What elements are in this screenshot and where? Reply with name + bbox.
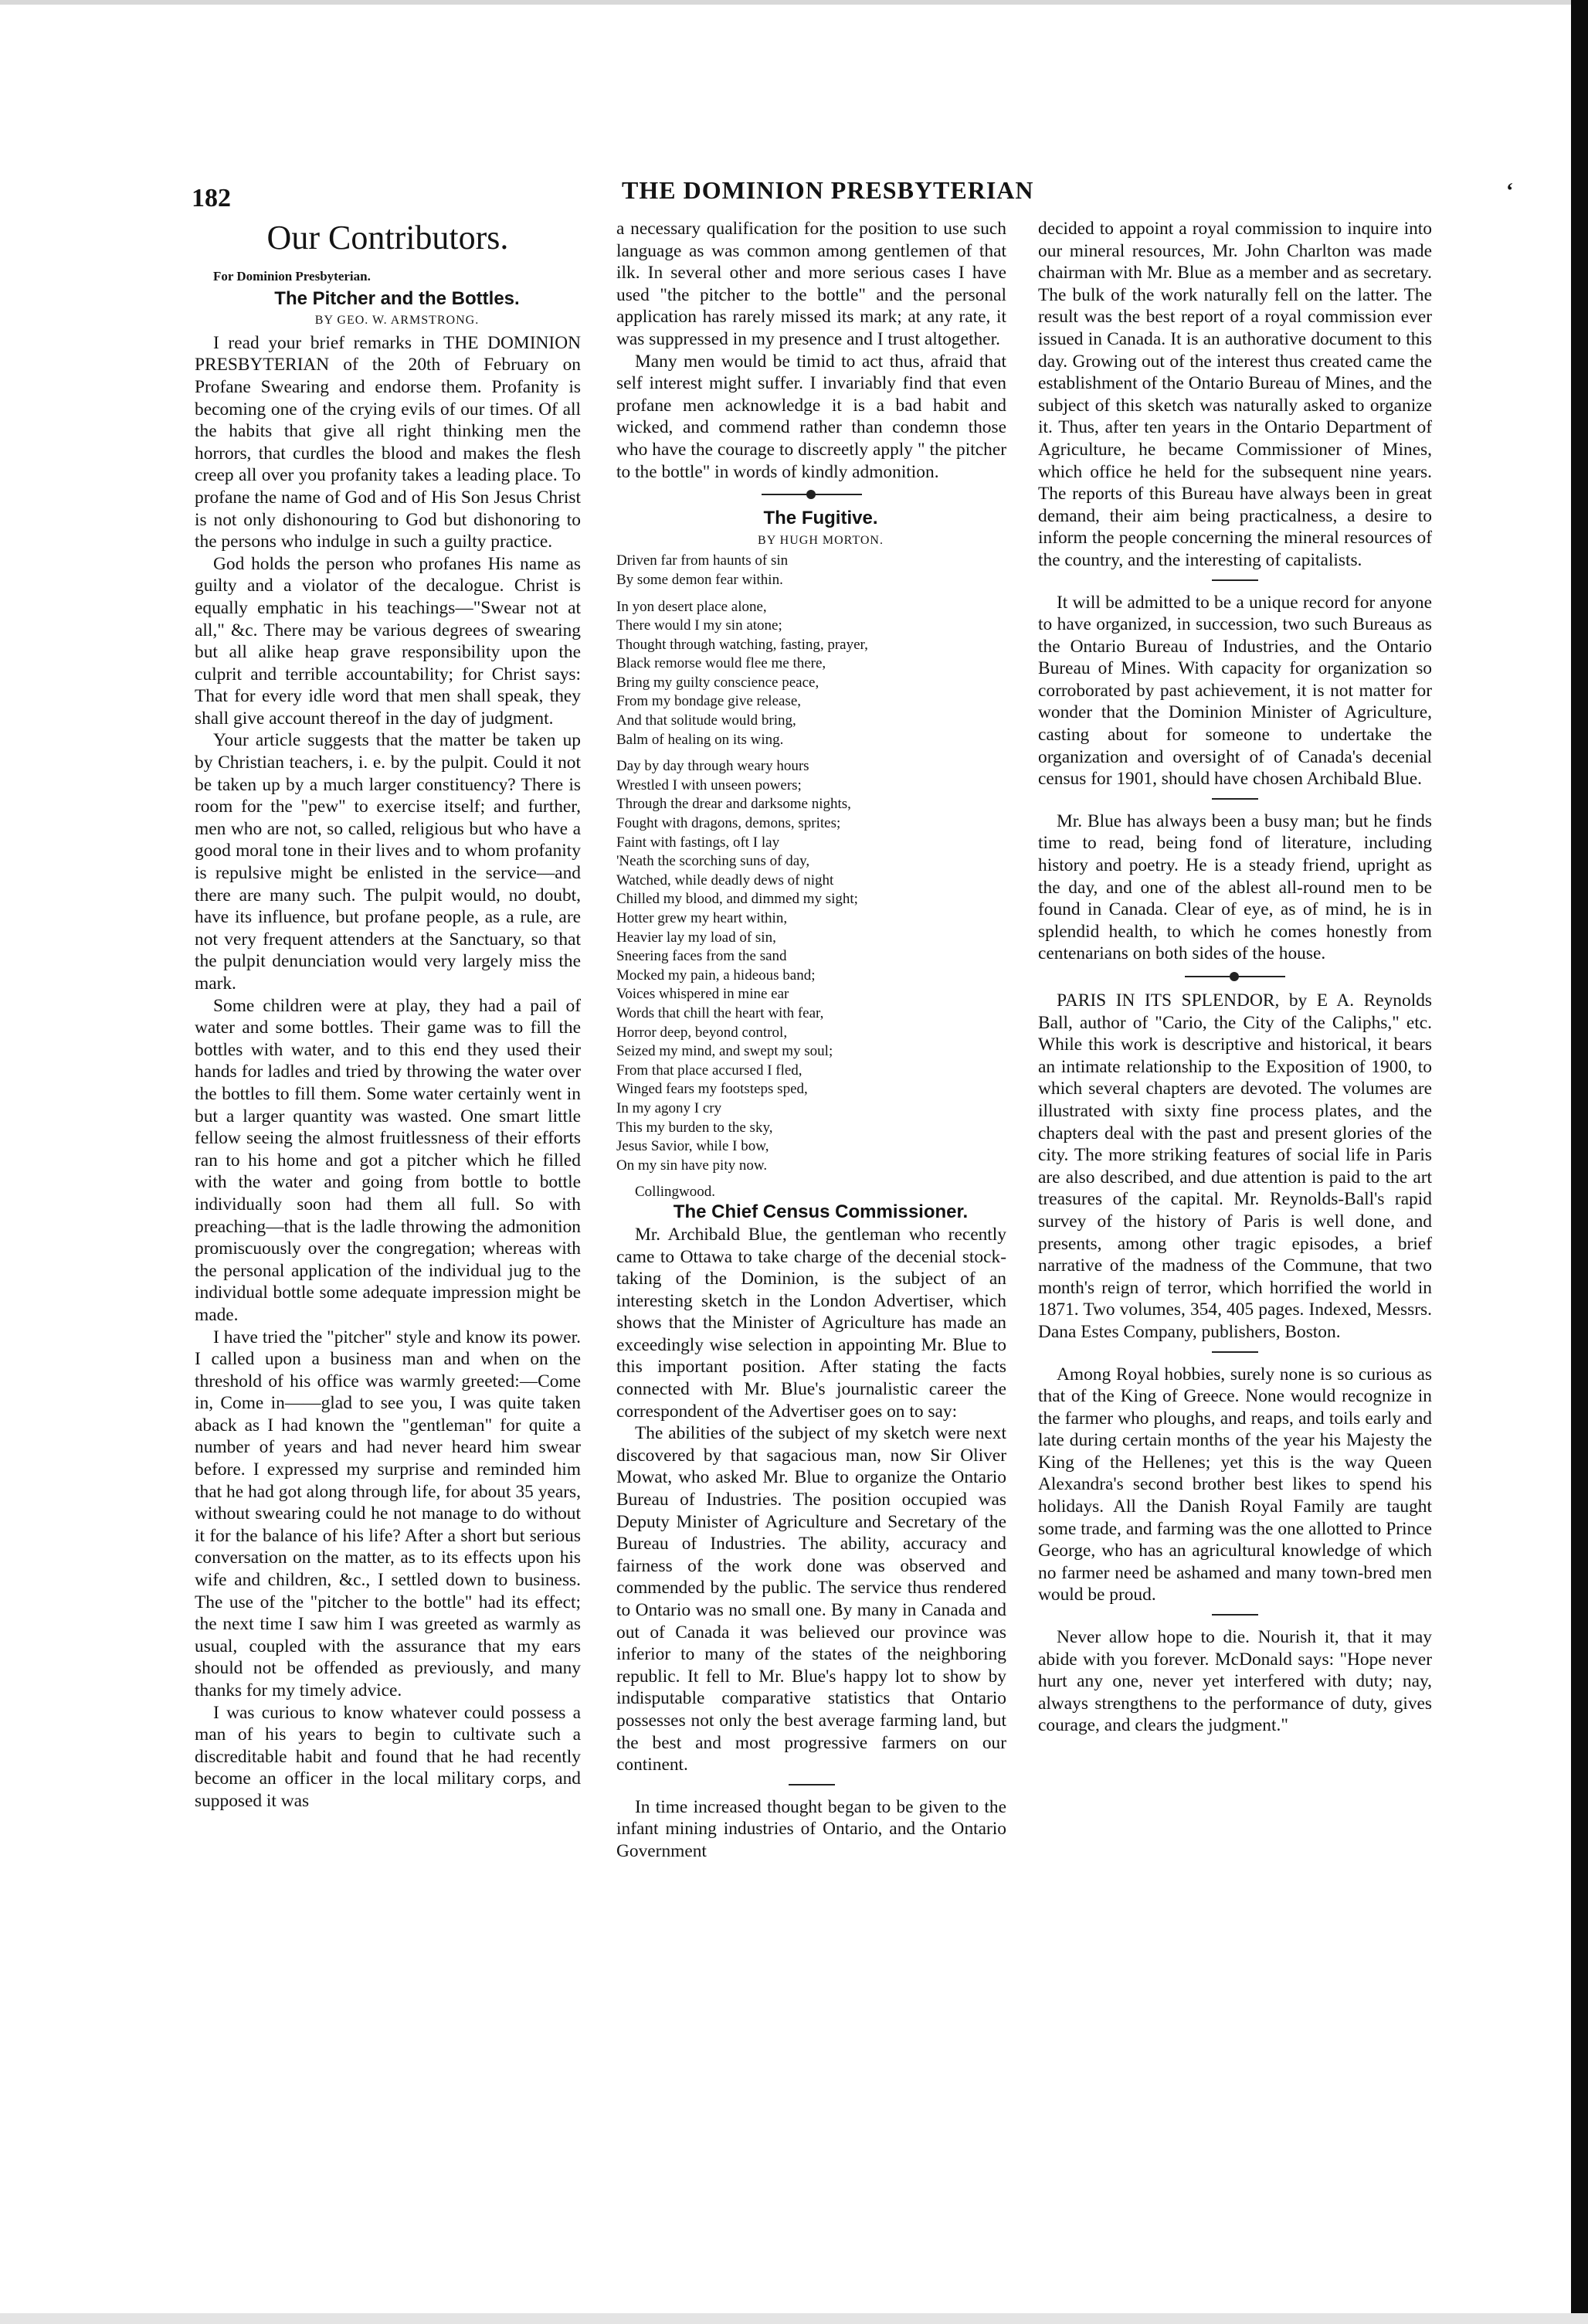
scan-edge-top <box>0 0 1588 5</box>
poem-line: Bring my guilty conscience peace, <box>616 674 819 691</box>
paragraph: Never allow hope to die. Nourish it, that it may abide with you forever. McDonald says: "Hope never hurt any one, never yet interfered with duty; nay, always strengthens to the performance of duty, gives courage, and clears the judgment." <box>1038 1627 1432 1736</box>
poem-line: 'Neath the scorching suns of day, <box>616 853 810 870</box>
poem-line: And that solitude would bring, <box>616 712 796 729</box>
paragraph: Mr. Blue has always been a busy man; but he finds time to read, being fond of literature, including history and poetry. He is a steady friend, upright as the day, and one of the ablest all-round men to be found in Canada. Clear of eye, as of mind, he is in splendid health, to which he comes honestly from centenarians on both sides of the house. <box>1038 810 1432 964</box>
poem-line: Horror deep, beyond control, <box>616 1024 788 1041</box>
poem-stanza <box>616 757 1006 1175</box>
scan-edge-right <box>1571 0 1588 2324</box>
poem-byline: BY HUGH MORTON. <box>758 533 884 547</box>
poem-line: On my sin have pity now. <box>616 1157 768 1174</box>
poem-line: Jesus Savior, while I bow, <box>616 1138 769 1155</box>
short-rule <box>1212 1351 1258 1353</box>
paragraph: I was curious to know whatever could possess a man of his years to begin to cultivate such a discreditable habit and found that he had recently become an officer in the local military corps, and supposed it was <box>195 1702 581 1811</box>
paragraph: a necessary qualification for the position to use such language as was common among gentlemen of that ilk. In several other and more serious cases I have used "the pitcher to the bottle" and the personal application has rarely missed its mark; at any rate, it was suppressed in my presence and I trust altogether. <box>616 219 1006 349</box>
paragraph: In time increased thought began to be given to the infant mining industries of Ontario, and the Ontario Government <box>616 1796 1006 1861</box>
ornamental-divider <box>762 494 862 495</box>
paragraph: decided to appoint a royal commission to inquire into our mineral resources, Mr. John Charlton was made chairman with Mr. Blue as a member and as secretary. The bulk of the work naturally fell on the latter. The result was the best report of a royal commission ever issued in Canada. It is an authorative document to this day. Growing out of the interest thus created came the establishment of the Ontario Bureau of Mines, and the subject of this sketch was naturally asked to organize it. Thus, after ten years in the Ontario Department of Agriculture, he became Commissioner of Mines, which office he held for the subsequent nine years. The reports of this Bureau have always been in great demand, their aim being practicalness, a desire to inform the people concerning the mineral resources of the country, and the interesting of capitalists. <box>1038 219 1432 570</box>
poem-line: Words that chill the heart with fear, <box>616 1004 824 1021</box>
column-2 <box>616 218 1006 1863</box>
poem <box>616 552 1006 1175</box>
poem-place: Collingwood. <box>635 1184 715 1201</box>
paragraph: The abilities of the subject of my sketch were next discovered by that sagacious man, now Sir Oliver Mowat, who asked Mr. Blue to organize the Ontario Bureau of Industries. The position occupied was Deputy Minister of Agriculture and Secretary of the Bureau of Industries. The ability, accuracy and fairness of the work done was observed and commended by the public. The service thus rendered to Ontario was no small one. By many in Canada and out of Canada it was believed our province was inferior to many of the states of the neighboring republic. It fell to Mr. Blue's happy lot to show by indisputable comparative statistics that Ontario possesses not only the best average farming land, but the best and most progressive farmers on our continent. <box>616 1423 1006 1775</box>
paragraph: God holds the person who profanes His name as guilty and a violator of the decalogue. Christ is equally emphatic in his teachings—"Swear not at all," &c. There may be various degrees of swearing but all alike heap grave responsibility upon the culprit and terrible accountability; for Christ says: That for every idle word that men shall speak, they shall give account thereof in the day of judgment. <box>195 553 581 729</box>
poem-line: Hotter grew my heart within, <box>616 910 788 926</box>
poem-line: Faint with fastings, oft I lay <box>616 834 780 851</box>
poem-line: Sneering faces from the sand <box>616 948 787 965</box>
poem-line: From that place accursed I fled, <box>616 1062 802 1079</box>
divider-dot <box>1230 972 1239 981</box>
poem-stanza <box>616 552 1006 589</box>
poem-line: By some demon fear within. <box>616 571 783 588</box>
paragraph: Your article suggests that the matter be taken up by Christian teachers, i. e. by the pulpit. Could it not be taken up by a much larger constituency? There is room for the "pew" to exercise itself; and further, men who are not, so called, religious but who have a good moral tone in their lives and to whom profanity is repulsive might be enlisted in the service—and there are many such. The pulpit would, no doubt, have its influence, but profane people, as a rule, are not very frequent attenders at the Sanctuary, so that the pulpit denunciation would very largely miss the mark. <box>195 730 581 994</box>
article-title: The Pitcher and the Bottles. <box>274 287 520 309</box>
poem-line: Black remorse would flee me there, <box>616 655 826 672</box>
poem-line: Winged fears my footsteps sped, <box>616 1081 808 1098</box>
divider-dot <box>806 490 816 499</box>
poem-line: Chilled my blood, and dimmed my sight; <box>616 891 858 908</box>
poem-line: Balm of healing on its wing. <box>616 731 784 748</box>
poem-line: Voices whispered in mine ear <box>616 986 789 1003</box>
census-article-title: The Chief Census Commissioner. <box>673 1201 969 1223</box>
poem-line: Fought with dragons, demons, sprites; <box>616 815 841 832</box>
poem-line: In my agony I cry <box>616 1099 722 1116</box>
poem-line: Wrestled I with unseen powers; <box>616 776 802 793</box>
poem-line: Day by day through weary hours <box>616 758 809 775</box>
ornamental-divider <box>1185 976 1285 977</box>
poem-line: Through the drear and darksome nights, <box>616 796 851 813</box>
poem-line: Watched, while deadly dews of night <box>616 872 834 888</box>
paragraph: I read your brief remarks in THE DOMINION PRESBYTERIAN of the 20th of February on Profane Swearing and endorse them. Profanity is becoming one of the crying evils of our times. Of all the habits that give all right thinking men the horrors, that curdles the blood and makes the flesh creep all over you profanity takes a leading place. To profane the name of God and of His Son Jesus Christ is not only dishonouring to God but dishonoring to the persons who indulge in such a guilty practice. <box>195 332 581 552</box>
poem-line: This my burden to the sky, <box>616 1119 773 1136</box>
paragraph: Among Royal hobbies, surely none is so curious as that of the King of Greece. None would recognize in the farmer who ploughs, and reaps, and toils early and late during certain months of the year his Majesty the King of the Hellenes; yet this is the way Queen Alexandra's second brother best likes to spend his holidays. All the Danish Royal Family are taught some trade, and farming was the one allotted to Prince George, who has an agricultural knowledge of which no farmer need be ashamed and many town-bred men would be proud. <box>1038 1364 1432 1605</box>
byline: BY GEO. W. ARMSTRONG. <box>314 314 480 328</box>
poem-line: Heavier lay my load of sin, <box>616 929 776 946</box>
poem-stanza <box>616 598 1006 750</box>
running-title: THE DOMINION PRESBYTERIAN <box>622 176 1034 204</box>
book-review-paragraph <box>1038 990 1432 1344</box>
for-line: For Dominion Presbyterian. <box>213 269 371 284</box>
paragraph: Many men would be timid to act thus, afraid that self interest might suffer. I invariably find that even profane men acknowledge it is a bad habit and wicked, and commend rather than condemn those who have the courage to discreetly apply " the pitcher to the bottle" in words of kindly admonition. <box>616 351 1006 482</box>
short-rule <box>1212 798 1258 800</box>
book-title: PARIS IN ITS SPLENDOR, <box>1057 990 1280 1011</box>
short-rule <box>789 1784 835 1785</box>
poem-line: From my bondage give release, <box>616 693 802 710</box>
column-3 <box>1038 218 1432 1737</box>
poem-line: In yon desert place alone, <box>616 598 767 615</box>
paragraph: It will be admitted to be a unique record for anyone to have organized, in succession, two such Bureaus as the Ontario Bureau of Industries, and the Ontario Bureau of Mines. With capacity for organization so corroborated by past achievement, it is not matter for wonder that the Dominion Minister of Agriculture, casting about for someone to undertake the organization and oversight of of Canada's decenial census for 1901, should have chosen Archibald Blue. <box>1038 592 1432 790</box>
paragraph: Mr. Archibald Blue, the gentleman who recently came to Ottawa to take charge of the decenial stock-taking of the Dominion, is the subject of an interesting sketch in the London Advertiser, which shows that the Minister of Agriculture has made an exceedingly wise selection in appointing Mr. Blue to this important position. After stating the facts connected with Mr. Blue's journalistic career the correspondent of the Advertiser goes on to say: <box>616 1224 1006 1422</box>
paragraph: Some children were at play, they had a pail of water and some bottles. Their game was to fill the bottles with water, and to this end they used their hands for ladles and tried by throwing the water over the bottles to fill them. Some water certainly went in but a larger quantity was wasted. One smart little fellow seeing the almost fruitlessness of their efforts ran to his home and got a pitcher which he filled with the water and going from bottle to bottle individually soon had them all full. So with preaching—that is the ladle throwing the admonition promiscuously over the congregation; whereas with the personal application of the individual jug to the individual bottle some adequate impression might be made. <box>195 995 581 1325</box>
ink-speck: ‘ <box>1506 179 1514 203</box>
poem-line: Driven far from haunts of sin <box>616 552 789 569</box>
paragraph: I have tried the "pitcher" style and know its power. I called upon a business man and when on the threshold of his office was warmly greeted:—Come in, Come in——glad to see you, I was quite taken aback as I had known the "gentleman" for quite a number of years and had never heard him swear before. I expressed my surprise and reminded him that he had got along through life, for about 35 years, without swearing could he not manage to do without it for the balance of his life? After a short but serious conversation on the matter, as to its effects upon his wife and children, &c., I settled down to business. The use of the "pitcher to the bottle" had its effect; the next time I saw him I was greeted as warmly as usual, coupled with the assurance that my ears should not be offended as previously, and many thanks for my timely advice. <box>195 1327 581 1701</box>
poem-title: The Fugitive. <box>763 508 878 529</box>
book-review-text: by E A. Reynolds Ball, author of "Cario, the City of the Caliphs," etc. While this work is descriptive and historical, it bears an intimate relationship to the Exposition of 1900, to which several chapters are devoted. The volumes are illustrated with sixty fine process plates, and the chapters deal with the past and present glories of the city. The more striking features of social life in Paris are also described, and due attention is paid to the art treasures of the capital. Mr. Reynolds-Ball's rapid survey of the history of Paris is well done, and presents, among other tragic episodes, a brief narrative of the madness of the Commune, that two month's reign of terror, which horrified the world in 1871. Two volumes, 354, 405 pages. Indexed, Messrs. Dana Estes Company, publishers, Boston. <box>1038 990 1432 1342</box>
scan-edge-bottom <box>0 2313 1588 2324</box>
poem-line: Mocked my pain, a hideous band; <box>616 967 816 984</box>
page-number: 182 <box>192 184 231 212</box>
poem-line: There would I my sin atone; <box>616 617 782 634</box>
column-1 <box>195 218 581 1813</box>
poem-line: Seized my mind, and swept my soul; <box>616 1043 833 1060</box>
short-rule <box>1212 1614 1258 1616</box>
section-heading: Our Contributors. <box>266 219 509 257</box>
short-rule <box>1212 579 1258 581</box>
poem-line: Thought through watching, fasting, prayer, <box>616 636 868 653</box>
